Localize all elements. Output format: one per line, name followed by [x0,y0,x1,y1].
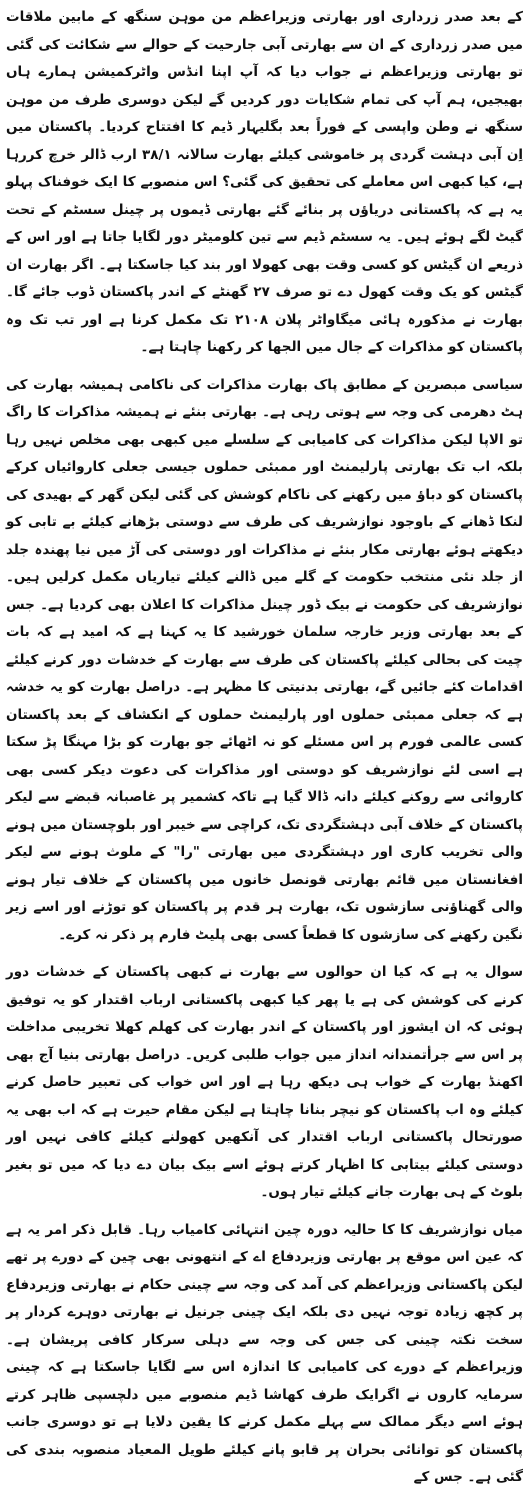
article-paragraph: کے بعد صدر زرداری اور بھارتی وزیراعظم من موہن سنگھ کے مابین ملاقات میں صدر زرداری کے ان سے بھارتی آبی جارحیت کے حوالے سے شکائت کی گئی تو بھارتی وزیراعظم نے جواب دیا کہ آپ اپنا انڈس واٹرکمیشن ہمارے ہاں بھیجیں، ہم آپ کی تمام شکایات دور کردیں گے لیکن دوسری طرف من موہن سنگھ نے وطن واپسی کے فوراً بعد بگلیہار ڈیم کا افتتاح کردیا۔ پاکستان میں اِن آبی دہشت گردی پر خاموشی کیلئے بھارت سالانہ ۳۸/۱ ارب ڈالر خرچ کررہا ہے، کیا کبھی اس معاملے کی تحقیق کی گئی؟ اس منصوبے کا ایک خوفناک پہلو یہ ہے کہ پاکستانی دریاؤں پر بنائے گئے بھارتی ڈیموں پر چینل سسٹم کے تحت گیٹ لگے ہوئے ہیں۔ یہ سسٹم ڈیم سے تین کلومیٹر دور لگایا جاتا ہے اور اس کے ذریعے ان گیٹس کو کسی وقت بھی کھولا اور بند کیا جاسکتا ہے۔ اگر بھارت ان گیٹس کو یک وقت کھول دے تو صرف ۲۷ گھنٹے کے اندر پاکستان ڈوب جائے گا۔ بھارت نے مذکورہ ہائی میگاواٹر پلان ۲۱۰۸ تک مکمل کرنا ہے اور تب تک وہ پاکستان کو مذاکرات کے جال میں الجھا کر رکھنا چاہتا ہے۔ [6,9,523,355]
article-paragraph: سوال یہ ہے کہ کیا ان حوالوں سے بھارت نے کبھی پاکستان کے خدشات دور کرنے کی کوشش کی ہے یا پھر کیا کبھی پاکستانی ارباب اقتدار کو یہ توفیق ہوئی کہ ان ایشوز اور پاکستان کے اندر بھارت کی کھلم کھلا تخریبی مداخلت پر اس سے جرأتمندانہ انداز میں جواب طلبی کریں۔ دراصل بھارتی بنیا آج بھی اکھنڈ بھارت کے خواب ہی دیکھ رہا ہے اور اس خواب کی تعبیر حاصل کرنے کیلئے وہ اب پاکستان کو نیچر بنانا چاہتا ہے لیکن مقام حیرت ہے کہ اب بھی یہ صورتحال پاکستانی ارباب اقتدار کی آنکھیں کھولنے کیلئے کافی نہیں اور دوستی کیلئے بیتابی کا اظہار کرتے ہوئے اسے بیک بیان دے دیا کہ میں تو بغیر بلوٹ کے ہی بھارت جانے کیلئے تیار ہوں۔ [6,964,523,1200]
article-paragraph: سیاسی مبصرین کے مطابق پاک بھارت مذاکرات کی ناکامی ہمیشہ بھارت کی ہٹ دھرمی کی وجہ سے ہوتی رہی ہے۔ بھارتی بنئے نے ہمیشہ مذاکرات کا راگ تو الاپا لیکن مذاکرات کی کامیابی کے سلسلے میں کبھی بھی مخلص نہیں رہا بلکہ اب تک بھارتی پارلیمنٹ اور ممبئی حملوں جیسی جعلی کاروائیاں کرکے پاکستان کو دباؤ میں رکھنے کی ناکام کوشش کی گئی لیکن گھر کے بھیدی کی لنکا ڈھانے کے باوجود نوازشریف کی طرف سے دوستی بڑھانے کیلئے بے تابی کو دیکھتے ہوئے بھارتی مکار بنئے نے مذاکرات اور دوستی کی آڑ میں نیا پھندہ جلد از جلد نئی منتخب حکومت کے گلے میں ڈالنے کیلئے تیاریاں مکمل کرلیں ہیں۔ نوازشریف کی حکومت نے بیک ڈور چینل مذاکرات کا اعلان بھی کردیا ہے۔ جس کے بعد بھارتی وزیر خارجہ سلمان خورشید کا یہ کہنا ہے کہ امید ہے کہ بات چیت کی بحالی کیلئے پاکستان کی طرف سے بھارت کے خدشات دور کرنے کیلئے اقدامات کئے جائیں گے، بھارتی بدنیتی کا مظہر ہے۔ دراصل بھارت کو یہ خدشہ ہے کہ جعلی ممبئی حملوں اور پارلیمنٹ حملوں کے انکشاف کے بعد پاکستان کسی عالمی فورم پر اس مسئلے کو نہ اٹھائے جو بھارت کو بڑا مہنگا پڑ سکتا ہے اسی لئے نوازشریف کو دوستی اور مذاکرات کی دعوت دیکر کسی بھی کاروائی سے روکنے کیلئے دانہ ڈالا گیا ہے تاکہ کشمیر پر غاصبانہ قبضے سے لیکر پاکستان کے خلاف آبی دہشتگردی تک، کراچی سے خیبر اور بلوچستان میں ہونے والی تخریب کاری اور دہشتگردی میں بھارتی "را" کے ملوث ہونے سے لیکر افغانستان میں قائم بھارتی قونصل خانوں میں پاکستان کے خلاف تیار ہونے والی گھناؤنی سازشوں تک، بھارت ہر قدم پر پاکستان کو توڑنے اور اسے زیر نگین رکھنے کی سازشوں کا قطعاً کسی بھی پلیٹ فارم پر ذکر نہ کرے۔ [6,376,523,943]
article-paragraph: میاں نوازشریف کا کا حالیہ دورہ چین انتہائی کامیاب رہا۔ قابل ذکر امر یہ ہے کہ عین اس موقع پر بھارتی وزیردفاع اے کے انتھونی بھی چین کے دورے پر تھے لیکن پاکستانی وزیراعظم کی آمد کی وجہ سے چینی حکام نے بھارتی وزیردفاع پر کچھ زیادہ توجہ نہیں دی بلکہ ایک چینی جرنیل نے بھارتی دوہرے کردار پر سخت نکتہ چینی کی جس کی وجہ سے دہلی سرکار کافی پریشان ہے۔ وزیراعظم کے دورے کی کامیابی کا اندازہ اس سے لگایا جاسکتا ہے کہ چینی سرمایہ کاروں نے اگرایک طرف کھاشا ڈیم منصوبے میں دلچسپی ظاہر کرتے ہوئے اسے دیگر ممالک سے پہلے مکمل کرنے کا یقین دلایا ہے تو دوسری جانب پاکستان کو توانائی بحران پر قابو پانے کیلئے طویل المعیاد منصوبہ بندی کی گئی ہے۔ جس کے [6,1221,523,1485]
